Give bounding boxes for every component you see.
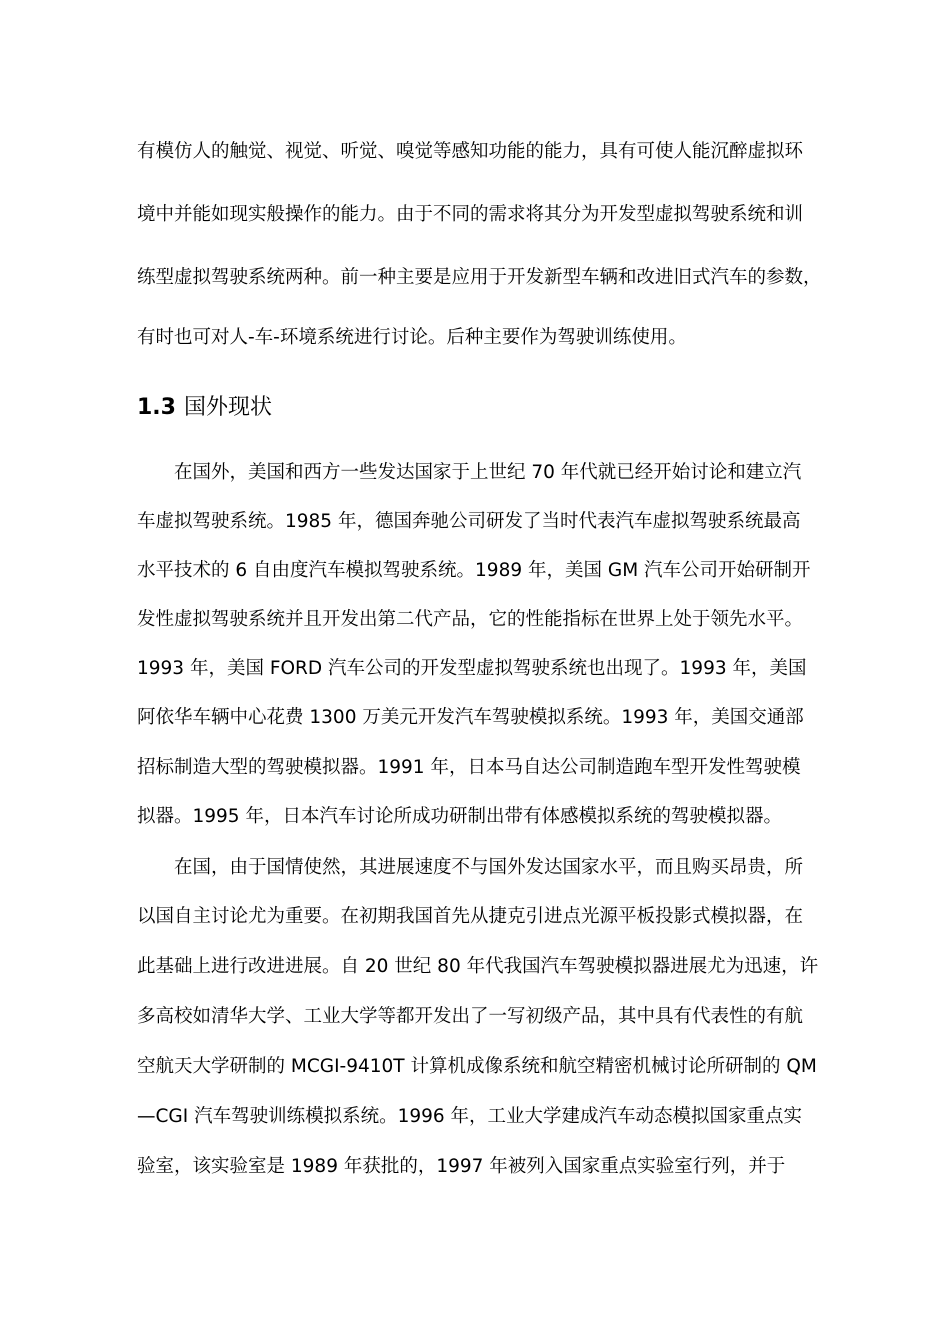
paragraph1-line-5: 1993 年，美国 FORD 汽车公司的开发型虚拟驾驶系统也出现了。1993 年，美国 (137, 658, 807, 679)
paragraph1-line-6: 阿依华车辆中心花费 1300 万美元开发汽车驾驶模拟系统。1993 年，美国交通部 (137, 707, 804, 728)
paragraph2-line-6: —CGI 汽车驾驶训练模拟系统。1996 年，工业大学建成汽车动态模拟国家重点实 (137, 1106, 803, 1127)
paragraph2-line-4: 多高校如清华大学、工业大学等都开发出了一写初级产品，其中具有代表性的有航 (137, 1006, 804, 1027)
section-title: 国外现状 (183, 395, 272, 420)
section-heading (137, 394, 272, 422)
paragraph1-line-3: 水平技术的 6 自由度汽车模拟驾驶系统。1989 年，美国 GM 汽车公司开始研制开 (137, 560, 811, 581)
intro-line-2: 境中并能如现实般操作的能力。由于不同的需求将其分为开发型虚拟驾驶系统和训 (137, 204, 804, 225)
paragraph1-line-1: 在国外，美国和西方一些发达国家于上世纪 70 年代就已经开始讨论和建立汽 (174, 462, 802, 483)
paragraph2-line-7: 验室，该实验室是 1989 年获批的，1997 年被列入国家重点实验室行列，并于 (137, 1156, 786, 1177)
paragraph1-line-7: 招标制造大型的驾驶模拟器。1991 年，日本马自达公司制造跑车型开发性驾驶模 (137, 757, 801, 778)
paragraph2-line-1: 在国，由于国情使然，其进展速度不与国外发达国家水平，而且购买昂贵，所 (174, 857, 804, 878)
paragraph2-line-3: 此基础上进行改进进展。自 20 世纪 80 年代我国汽车驾驶模拟器进展尤为迅速，许 (137, 956, 819, 977)
intro-line-3: 练型虚拟驾驶系统两种。前一种主要是应用于开发新型车辆和改进旧式汽车的参数， (137, 267, 822, 288)
paragraph2-line-2: 以国自主讨论尤为重要。在初期我国首先从捷克引进点光源平板投影式模拟器，在 (137, 906, 804, 927)
paragraph1-line-8: 拟器。1995 年，日本汽车讨论所成功研制出带有体感模拟系统的驾驶模拟器。 (137, 806, 782, 827)
paragraph1-line-2: 车虚拟驾驶系统。1985 年，德国奔驰公司研发了当时代表汽车虚拟驾驶系统最高 (137, 511, 801, 532)
section-number: 1.3 (137, 395, 176, 420)
intro-line-1: 有模仿人的触觉、视觉、听觉、嗅觉等感知功能的能力，具有可使人能沉醉虚拟环 (137, 141, 804, 162)
paragraph2-line-5: 空航天大学研制的 MCGI-9410T 计算机成像系统和航空精密机械讨论所研制的 QM (137, 1056, 817, 1077)
paragraph1-line-4: 发性虚拟驾驶系统并且开发出第二代产品，它的性能指标在世界上处于领先水平。 (137, 609, 804, 630)
intro-line-4: 有时也可对人-车-环境系统进行讨论。后种主要作为驾驶训练使用。 (137, 327, 687, 348)
